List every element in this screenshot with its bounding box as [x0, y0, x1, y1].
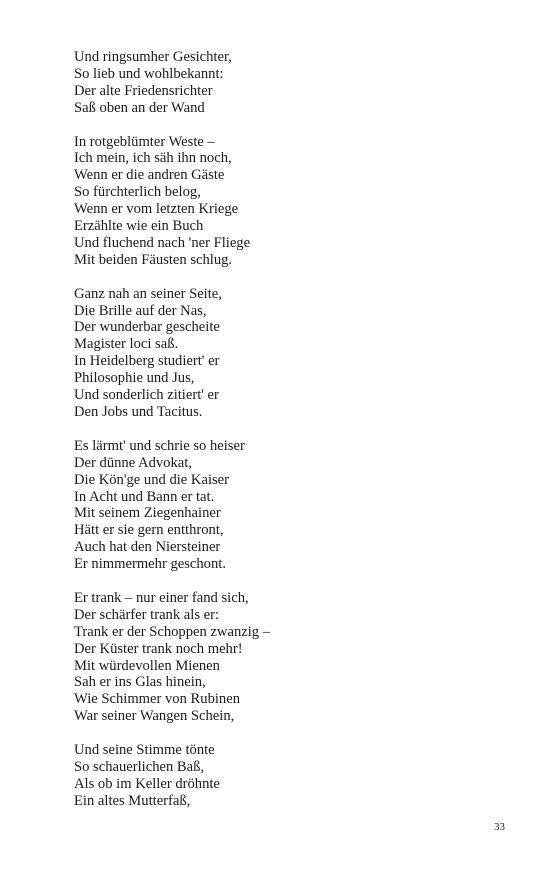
poem-line: Und ringsumher Gesichter, [74, 49, 232, 65]
poem-line: Wenn er vom letzten Kriege [74, 201, 239, 218]
stanza-2 [74, 134, 494, 269]
poem-line: Trank er der Schoppen zwanzig – [74, 623, 271, 640]
poem-line: Mit würdevollen Mienen [74, 657, 220, 674]
poem-line: Der Küster trank noch mehr! [74, 640, 243, 657]
poem-line: Ich mein, ich säh ihn noch, [74, 150, 232, 167]
poem-line: Als ob im Keller dröhnte [74, 775, 220, 792]
poem-line: So fürchterlich belog, [74, 184, 201, 201]
poem-text [74, 49, 494, 827]
poem-line: In Heidelberg studiert' er [74, 353, 220, 370]
poem-line: Mit beiden Fäusten schlug. [74, 251, 233, 268]
page-number: 33 [494, 821, 505, 833]
poem-line: Ein altes Mutterfaß, [74, 792, 191, 809]
poem-line: Hätt er sie gern entthront, [74, 522, 224, 539]
poem-line: In rotgeblümter Weste – [74, 133, 215, 150]
poem-line: Der alte Friedensrichter [74, 82, 213, 99]
poem-line: Erzählte wie ein Buch [74, 218, 204, 235]
poem-line: Philosophie und Jus, [74, 370, 195, 387]
poem-line: Er trank – nur einer fand sich, [74, 589, 249, 606]
poem-line: Wie Schimmer von Rubinen [74, 691, 240, 708]
poem-line: Er nimmermehr geschont. [74, 556, 226, 573]
poem-line: Und seine Stimme tönte [74, 742, 215, 759]
poem-line: Sah er ins Glas hinein, [74, 674, 206, 691]
poem-line: Den Jobs und Tacitus. [74, 404, 203, 420]
poem-line: So lieb und wohlbekannt: [74, 65, 224, 82]
poem-line: Wenn er die andren Gäste [74, 167, 225, 184]
poem-line: Und fluchend nach 'ner Fliege [74, 234, 251, 251]
poem-line: Saß oben an der Wand [74, 99, 205, 116]
stanza-1 [74, 49, 494, 117]
poem-line: War seiner Wangen Schein, [74, 708, 235, 725]
poem-line: Es lärmt' und schrie so heiser [74, 437, 245, 454]
poem-line: Die Brille auf der Nas, [74, 302, 207, 319]
poem-line: Der schärfer trank als er: [74, 606, 220, 623]
poem-line: Mit seinem Ziegenhainer [74, 505, 221, 522]
stanza-3 [74, 286, 494, 421]
poem-line: Auch hat den Niersteiner [74, 539, 221, 556]
poem-line: Magister loci saß. [74, 336, 179, 353]
poem-line: Ganz nah an seiner Seite, [74, 285, 222, 302]
stanza-6 [74, 742, 494, 810]
poem-line: So schauerlichen Baß, [74, 758, 205, 775]
stanza-4 [74, 438, 494, 573]
poem-line: Der dünne Advokat, [74, 454, 192, 471]
poem-line: Und sonderlich zitiert' er [74, 387, 219, 404]
poem-line: Der wunderbar gescheite [74, 319, 220, 336]
stanza-5 [74, 590, 494, 725]
poem-line: Die Kön'ge und die Kaiser [74, 471, 230, 488]
poem-line: In Acht und Bann er tat. [74, 488, 215, 505]
